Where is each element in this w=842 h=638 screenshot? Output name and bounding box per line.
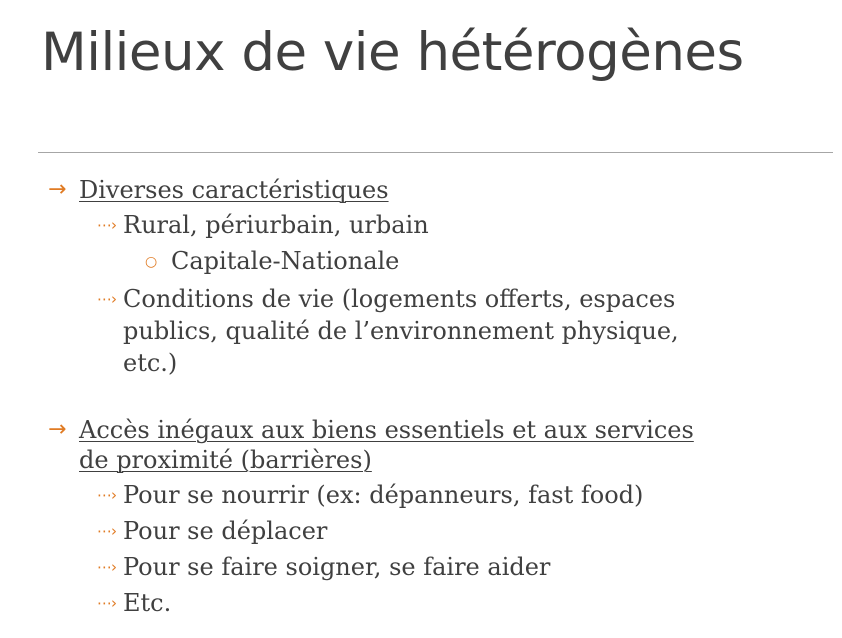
dotted-arrow-icon: ⋯›	[97, 558, 116, 576]
list-item	[97, 479, 808, 511]
right-arrow-icon: →	[48, 177, 67, 202]
list-item-text: Conditions de vie (logements offerts, espaces publics, qualité de l’environnement physique, etc.)	[123, 285, 679, 377]
section-heading-access	[48, 415, 808, 475]
section-heading-characteristics	[48, 175, 808, 205]
slide-content	[48, 175, 808, 619]
circle-bullet-icon: ○	[145, 254, 158, 270]
title-divider	[38, 152, 833, 153]
dotted-arrow-icon: ⋯›	[97, 522, 116, 540]
right-arrow-icon: →	[48, 417, 67, 442]
dotted-arrow-icon: ⋯›	[97, 216, 116, 234]
list-item	[97, 515, 808, 547]
list-item-text: Etc.	[123, 589, 172, 617]
spacer	[48, 379, 808, 415]
list-item-text: Rural, périurbain, urbain	[123, 211, 429, 239]
slide-title: Milieux de vie hétérogènes	[41, 22, 744, 83]
dotted-arrow-icon: ⋯›	[97, 594, 116, 612]
sub-list-item-text: Capitale-Nationale	[171, 247, 400, 275]
list-item-text: Pour se faire soigner, se faire aider	[123, 553, 551, 581]
list-item	[97, 587, 808, 619]
list-item	[97, 209, 808, 241]
section-heading-text: Diverses caractéristiques	[79, 176, 389, 204]
list-item	[97, 551, 808, 583]
dotted-arrow-icon: ⋯›	[97, 290, 116, 308]
list-item	[97, 283, 808, 379]
sub-list-item	[145, 245, 808, 279]
list-item-text: Pour se nourrir (ex: dépanneurs, fast food)	[123, 481, 644, 509]
section-heading-text: Accès inégaux aux biens essentiels et aux services de proximité (barrières)	[79, 416, 694, 474]
list-item-text: Pour se déplacer	[123, 517, 328, 545]
dotted-arrow-icon: ⋯›	[97, 486, 116, 504]
